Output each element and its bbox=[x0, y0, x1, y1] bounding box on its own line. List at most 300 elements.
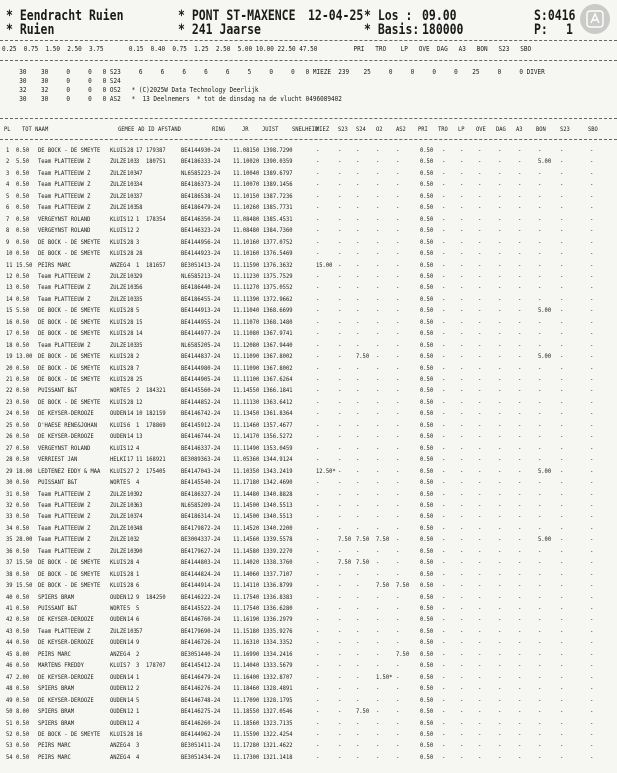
cell-s23b: - bbox=[560, 662, 564, 670]
cell-a3: - bbox=[518, 673, 522, 681]
cell-juist: 11.11590 bbox=[233, 261, 260, 269]
cell-juist: 11.08480 bbox=[233, 215, 260, 223]
cell-ove: - bbox=[478, 501, 482, 509]
cell-naam: D'HAESE RENE&JOHAN bbox=[38, 421, 98, 429]
cell-ad: 28 bbox=[127, 730, 134, 738]
cell-juist: 11.11080 bbox=[233, 330, 260, 338]
cell-gemee: ZULZE bbox=[110, 169, 127, 177]
cell-ring: BE4147043-24 bbox=[181, 467, 221, 475]
cell-bon: 5.00 bbox=[538, 536, 552, 544]
cell-sbo: - bbox=[590, 444, 594, 452]
cell-lp: - bbox=[460, 444, 464, 452]
cell-gemee: KLUIS bbox=[110, 662, 127, 670]
table-row bbox=[0, 180, 617, 190]
cell-o2: - bbox=[376, 318, 380, 326]
cell-bon: - bbox=[538, 753, 542, 761]
cell-pri: 0.50 bbox=[420, 261, 434, 269]
cell-pri: 0.50 bbox=[420, 685, 434, 693]
cell-pl: 10 bbox=[6, 250, 13, 258]
cell-as2: - bbox=[396, 387, 400, 395]
cell-s23b: - bbox=[560, 387, 564, 395]
cell-ove: - bbox=[478, 650, 482, 658]
cell-naam: VERGEYNST ROLAND bbox=[38, 227, 91, 235]
table-row bbox=[0, 215, 617, 225]
cell-ad: 27 bbox=[127, 467, 134, 475]
cell-ad: 103 bbox=[127, 536, 137, 544]
cell-naam: DE BOCK - DE SMEYTE bbox=[38, 353, 101, 361]
cell-pl: 53 bbox=[6, 742, 13, 750]
cell-pl: 33 bbox=[6, 513, 13, 521]
cell-s24: - bbox=[356, 284, 360, 292]
cell-a3: - bbox=[518, 169, 522, 177]
cell-tot: 8.00 bbox=[16, 650, 30, 658]
cell-id: 74 bbox=[136, 513, 143, 521]
table-row bbox=[0, 615, 617, 625]
cell-as2: - bbox=[396, 673, 400, 681]
column-header: GEMEE bbox=[118, 126, 135, 133]
table-row bbox=[0, 684, 617, 694]
cell-pri: 0.50 bbox=[420, 536, 434, 544]
table-row bbox=[0, 719, 617, 729]
cell-ad: 12 bbox=[127, 227, 134, 235]
cell-s23: - bbox=[338, 147, 342, 154]
cell-pri: 0.50 bbox=[420, 147, 434, 154]
cell-a3: - bbox=[518, 238, 522, 246]
cell-tot: 0.50 bbox=[16, 605, 30, 612]
cell-ring: BE4145912-24 bbox=[181, 421, 221, 429]
cell-dag: - bbox=[498, 272, 502, 280]
cell-miez: - bbox=[316, 582, 320, 590]
cell-lp: - bbox=[460, 627, 464, 635]
cell-pri: 0.50 bbox=[420, 490, 434, 498]
cell-ring: BE3051434-24 bbox=[181, 753, 221, 761]
cell-pl: 15 bbox=[6, 307, 13, 315]
cell-gemee: ANZEG bbox=[110, 753, 127, 761]
cell-bon: - bbox=[538, 250, 542, 258]
cell-s23b: - bbox=[560, 639, 564, 647]
cell-gemee: ZULZE bbox=[110, 181, 127, 189]
cell-o2: - bbox=[376, 272, 380, 280]
cell-tot: 0.50 bbox=[16, 513, 30, 521]
cell-pl: 23 bbox=[6, 398, 13, 406]
basis-value: 180000 bbox=[422, 22, 464, 38]
cell-juist: 11.15180 bbox=[233, 627, 260, 635]
cell-lp: - bbox=[460, 490, 464, 498]
translate-icon[interactable] bbox=[580, 4, 610, 34]
cell-s23: - bbox=[338, 284, 342, 292]
cell-gemee: WORTE bbox=[110, 605, 127, 612]
cell-dag: - bbox=[498, 639, 502, 647]
cell-snelheid: 1340.2200 bbox=[263, 524, 293, 532]
cell-as2: - bbox=[396, 215, 400, 223]
cell-s23b: - bbox=[560, 227, 564, 235]
cell-s23: - bbox=[338, 730, 342, 738]
cell-id: 6 bbox=[136, 582, 140, 590]
cell-tro: - bbox=[442, 147, 446, 154]
cell-pl: 7 bbox=[6, 215, 10, 223]
cell-pri: 0.50 bbox=[420, 250, 434, 258]
cell-snelheid: 1339.5578 bbox=[263, 536, 293, 544]
cell-s24: 7.50 bbox=[356, 536, 370, 544]
cell-lp: - bbox=[460, 158, 464, 166]
cell-s23: - bbox=[338, 204, 342, 212]
cell-miez: - bbox=[316, 547, 320, 555]
cell-naam: Team PLATTEEUW Z bbox=[38, 272, 91, 280]
column-header: PRI bbox=[418, 126, 428, 133]
cell-a3: - bbox=[518, 261, 522, 269]
cell-dag: - bbox=[498, 192, 502, 200]
cell-o2: - bbox=[376, 158, 380, 166]
cell-sbo: - bbox=[590, 513, 594, 521]
table-row bbox=[0, 203, 617, 213]
cell-tro: - bbox=[442, 192, 446, 200]
cell-ad: 28 bbox=[127, 318, 134, 326]
cell-pl: 35 bbox=[6, 536, 13, 544]
cell-s24: - bbox=[356, 295, 360, 303]
cell-a3: - bbox=[518, 685, 522, 693]
cell-ad: 103 bbox=[127, 490, 137, 498]
cell-id: 2 bbox=[136, 467, 140, 475]
cell-tot: 0.50 bbox=[16, 284, 30, 292]
cell-s24: - bbox=[356, 181, 360, 189]
cell-id: 2 bbox=[136, 650, 140, 658]
cell-pl: 32 bbox=[6, 501, 13, 509]
cell-gemee: OUDEN bbox=[110, 639, 127, 647]
cell-juist: 11.17280 bbox=[233, 742, 260, 750]
cell-snelheid: 1334.3352 bbox=[263, 639, 293, 647]
cell-pl: 37 bbox=[6, 559, 13, 567]
cell-ove: - bbox=[478, 433, 482, 441]
cell-s24: - bbox=[356, 158, 360, 166]
cell-naam: VERGEYNST ROLAND bbox=[38, 215, 91, 223]
cell-pl: 27 bbox=[6, 444, 13, 452]
cell-sbo: - bbox=[590, 318, 594, 326]
cell-lp: - bbox=[460, 192, 464, 200]
cell-miez: - bbox=[316, 616, 320, 624]
cell-id: 17 bbox=[136, 147, 143, 154]
table-row bbox=[0, 707, 617, 717]
cell-s24: - bbox=[356, 467, 360, 475]
cell-bon: - bbox=[538, 650, 542, 658]
cell-ad: 5 bbox=[127, 387, 131, 395]
cell-ove: - bbox=[478, 605, 482, 612]
cell-naam: DE BOCK - DE SMEYTE bbox=[38, 250, 101, 258]
cell-sbo: - bbox=[590, 685, 594, 693]
cell-a3: - bbox=[518, 501, 522, 509]
cell-s23: - bbox=[338, 605, 342, 612]
cell-tro: - bbox=[442, 524, 446, 532]
cell-as2: - bbox=[396, 719, 400, 727]
cell-s23: - bbox=[338, 616, 342, 624]
cell-tro: - bbox=[442, 513, 446, 521]
cell-id: 29 bbox=[136, 272, 143, 280]
cell-naam: DE BOCK - DE SMEYTE bbox=[38, 398, 101, 406]
cell-pl: 21 bbox=[6, 376, 13, 383]
cell-o2: - bbox=[376, 570, 380, 578]
cell-bon: - bbox=[538, 513, 542, 521]
cell-sbo: - bbox=[590, 582, 594, 590]
cell-as2: - bbox=[396, 456, 400, 464]
cell-tro: - bbox=[442, 501, 446, 509]
cell-gemee: ZULZE bbox=[110, 547, 127, 555]
cell-juist: 11.18550 bbox=[233, 708, 260, 716]
cell-pl: 51 bbox=[6, 719, 13, 727]
cell-a3: - bbox=[518, 662, 522, 670]
cell-s23: - bbox=[338, 639, 342, 647]
cell-naam: VERRIEST JAN bbox=[38, 456, 78, 464]
cell-s23: - bbox=[338, 272, 342, 280]
cell-juist: 11.08480 bbox=[233, 227, 260, 235]
cell-snelheid: 1334.2416 bbox=[263, 650, 293, 658]
cell-miez: - bbox=[316, 181, 320, 189]
cell-snelheid: 1339.2270 bbox=[263, 547, 293, 555]
cell-ad: 7 bbox=[127, 662, 131, 670]
cell-juist: 11.10020 bbox=[233, 158, 260, 166]
cell-as2: - bbox=[396, 490, 400, 498]
cell-naam: PEIRS MARC bbox=[38, 261, 71, 269]
cell-sbo: - bbox=[590, 353, 594, 361]
cell-ad: 14 bbox=[127, 616, 134, 624]
cell-pri: 0.50 bbox=[420, 639, 434, 647]
cell-s23: - bbox=[338, 353, 342, 361]
cell-afstand: 181657 bbox=[146, 261, 166, 269]
cell-ring: BE4144824-24 bbox=[181, 570, 221, 578]
cell-tro: - bbox=[442, 742, 446, 750]
cell-pl: 17 bbox=[6, 330, 13, 338]
cell-as2: - bbox=[396, 295, 400, 303]
cell-lp: - bbox=[460, 238, 464, 246]
cell-snelheid: 1357.4677 bbox=[263, 421, 293, 429]
cell-lp: - bbox=[460, 479, 464, 487]
cell-ad: 28 bbox=[127, 353, 134, 361]
cell-juist: 11.10150 bbox=[233, 192, 260, 200]
cell-s23b: - bbox=[560, 742, 564, 750]
cell-gemee: ANZEG bbox=[110, 261, 127, 269]
cell-tro: - bbox=[442, 479, 446, 487]
cell-tro: - bbox=[442, 467, 446, 475]
cell-pri: 0.50 bbox=[420, 215, 434, 223]
cell-as2: - bbox=[396, 238, 400, 246]
cell-id: 25 bbox=[136, 376, 143, 383]
cell-tot: 0.50 bbox=[16, 696, 30, 704]
cell-ad: 103 bbox=[127, 513, 137, 521]
cell-as2: - bbox=[396, 685, 400, 693]
table-row bbox=[0, 169, 617, 179]
cell-as2: - bbox=[396, 696, 400, 704]
cell-ring: NL6585209-24 bbox=[181, 501, 221, 509]
cell-tot: 0.50 bbox=[16, 456, 30, 464]
cell-miez: - bbox=[316, 742, 320, 750]
cell-o2: - bbox=[376, 524, 380, 532]
cell-gemee: ZULZE bbox=[110, 513, 127, 521]
p-value: 1 bbox=[566, 22, 573, 38]
cell-dag: - bbox=[498, 227, 502, 235]
cell-miez: - bbox=[316, 284, 320, 292]
cell-s23b: - bbox=[560, 181, 564, 189]
cell-s23: - bbox=[338, 742, 342, 750]
cell-sbo: - bbox=[590, 639, 594, 647]
cell-a3: - bbox=[518, 639, 522, 647]
cell-tot: 2.00 bbox=[16, 673, 30, 681]
cell-pri: 0.50 bbox=[420, 479, 434, 487]
cell-dag: - bbox=[498, 742, 502, 750]
cell-naam: MARTENS FREDDY bbox=[38, 662, 84, 670]
cell-ad: 103 bbox=[127, 192, 137, 200]
cell-id: 2 bbox=[136, 536, 140, 544]
cell-bon: - bbox=[538, 284, 542, 292]
cell-ring: BE4179627-24 bbox=[181, 547, 221, 555]
table-row bbox=[0, 375, 617, 385]
cell-pri: 0.50 bbox=[420, 547, 434, 555]
cell-pri: 0.50 bbox=[420, 192, 434, 200]
cell-pl: 46 bbox=[6, 662, 13, 670]
cell-ring: BE4146260-24 bbox=[181, 719, 221, 727]
cell-lp: - bbox=[460, 536, 464, 544]
cell-as2: - bbox=[396, 158, 400, 166]
cell-ring: BE4146337-24 bbox=[181, 444, 221, 452]
cell-a3: - bbox=[518, 627, 522, 635]
cell-pl: 48 bbox=[6, 685, 13, 693]
cell-pri: 0.50 bbox=[420, 524, 434, 532]
cell-dag: - bbox=[498, 341, 502, 349]
cell-lp: - bbox=[460, 284, 464, 292]
cell-sbo: - bbox=[590, 501, 594, 509]
cell-pri: 0.50 bbox=[420, 662, 434, 670]
cell-id: 3 bbox=[136, 238, 140, 246]
s-label: S:0416 bbox=[534, 8, 576, 24]
p-label: P: bbox=[534, 22, 548, 38]
cell-id: 3 bbox=[136, 742, 140, 750]
cell-s23: - bbox=[338, 341, 342, 349]
cell-sbo: - bbox=[590, 467, 594, 475]
cell-snelheid: 1367.9741 bbox=[263, 330, 293, 338]
cell-lp: - bbox=[460, 295, 464, 303]
column-header: JUIST bbox=[262, 126, 279, 133]
cell-ad: 28 bbox=[127, 398, 134, 406]
cell-gemee: KLUIS bbox=[110, 398, 127, 406]
cell-pl: 41 bbox=[6, 605, 13, 612]
cell-a3: - bbox=[518, 284, 522, 292]
cell-lp: - bbox=[460, 307, 464, 315]
cell-s23b: - bbox=[560, 467, 564, 475]
cell-o2: - bbox=[376, 742, 380, 750]
cell-sbo: - bbox=[590, 169, 594, 177]
cell-lp: - bbox=[460, 524, 464, 532]
cell-ad: 4 bbox=[127, 742, 131, 750]
cell-o2: - bbox=[376, 444, 380, 452]
cell-ring: BE4146275-24 bbox=[181, 708, 221, 716]
cell-snelheid: 1376.3632 bbox=[263, 261, 293, 269]
cell-ad: 14 bbox=[127, 673, 134, 681]
cell-id: 5 bbox=[136, 696, 140, 704]
cell-s23: - bbox=[338, 479, 342, 487]
cell-dag: - bbox=[498, 169, 502, 177]
cell-a3: - bbox=[518, 490, 522, 498]
cell-bon: 5.00 bbox=[538, 158, 552, 166]
cell-juist: 11.16400 bbox=[233, 673, 260, 681]
cell-ring: BE4146222-24 bbox=[181, 593, 221, 601]
cell-naam: DE BOCK - DE SMEYTE bbox=[38, 147, 101, 154]
cell-id: 9 bbox=[136, 639, 140, 647]
cell-ove: - bbox=[478, 456, 482, 464]
cell-juist: 11.15590 bbox=[233, 730, 260, 738]
column-header: DAG bbox=[496, 126, 506, 133]
cell-s24: - bbox=[356, 421, 360, 429]
los-value: 09.00 bbox=[422, 8, 457, 24]
cell-id: 13 bbox=[136, 433, 143, 441]
cell-s23: - bbox=[338, 513, 342, 521]
divider bbox=[0, 40, 617, 41]
cell-snelheid: 1321.1418 bbox=[263, 753, 293, 761]
cell-bon: - bbox=[538, 639, 542, 647]
cell-lp: - bbox=[460, 673, 464, 681]
cell-ring: NL6585213-24 bbox=[181, 272, 221, 280]
cell-bon: - bbox=[538, 719, 542, 727]
cell-as2: - bbox=[396, 616, 400, 624]
cell-naam: SPIERS BRAM bbox=[38, 593, 75, 601]
cell-bon: - bbox=[538, 376, 542, 383]
cell-miez: - bbox=[316, 307, 320, 315]
cell-tro: - bbox=[442, 353, 446, 361]
cell-miez: - bbox=[316, 513, 320, 521]
cell-ad: 17 bbox=[127, 456, 134, 464]
cell-snelheid: 1323.7135 bbox=[263, 719, 293, 727]
cell-tot: 0.50 bbox=[16, 330, 30, 338]
table-row bbox=[0, 501, 617, 511]
cell-tot: 0.50 bbox=[16, 227, 30, 235]
cell-pri: 0.50 bbox=[420, 227, 434, 235]
cell-ove: - bbox=[478, 398, 482, 406]
cell-pl: 18 bbox=[6, 341, 13, 349]
cell-snelheid: 1377.0752 bbox=[263, 238, 293, 246]
cell-s23: - bbox=[338, 501, 342, 509]
cell-pl: 30 bbox=[6, 479, 13, 487]
cell-ring: BE4144837-24 bbox=[181, 353, 221, 361]
table-row bbox=[0, 673, 617, 683]
cell-ove: - bbox=[478, 250, 482, 258]
cell-s23b: - bbox=[560, 410, 564, 418]
cell-id: 34 bbox=[136, 181, 143, 189]
cell-s23: - bbox=[338, 456, 342, 464]
cell-snelheid: 1375.0552 bbox=[263, 284, 293, 292]
table-row bbox=[0, 306, 617, 316]
cell-sbo: - bbox=[590, 307, 594, 315]
cell-as2: - bbox=[396, 559, 400, 567]
cell-naam: PUISSANT B&T bbox=[38, 479, 78, 487]
cell-naam: Team PLATTEEUW Z bbox=[38, 627, 91, 635]
cell-pri: 0.50 bbox=[420, 330, 434, 338]
cell-pl: 14 bbox=[6, 295, 13, 303]
cell-id: 1 bbox=[136, 215, 140, 223]
cell-s24: - bbox=[356, 582, 360, 590]
cell-pl: 31 bbox=[6, 490, 13, 498]
cell-a3: - bbox=[518, 467, 522, 475]
cell-bon: - bbox=[538, 444, 542, 452]
cell-o2: - bbox=[376, 730, 380, 738]
cell-ring: BE3051440-24 bbox=[181, 650, 221, 658]
cell-ring: BE4145412-24 bbox=[181, 662, 221, 670]
cell-sbo: - bbox=[590, 433, 594, 441]
cell-sbo: - bbox=[590, 421, 594, 429]
cell-a3: - bbox=[518, 158, 522, 166]
cell-miez: - bbox=[316, 593, 320, 601]
cell-gemee: ZULZE bbox=[110, 524, 127, 532]
cell-juist: 11.14500 bbox=[233, 513, 260, 521]
cell-pri: 0.50 bbox=[420, 650, 434, 658]
cell-tot: 0.50 bbox=[16, 433, 30, 441]
cell-sbo: - bbox=[590, 158, 594, 166]
column-header: TRO bbox=[438, 126, 448, 133]
